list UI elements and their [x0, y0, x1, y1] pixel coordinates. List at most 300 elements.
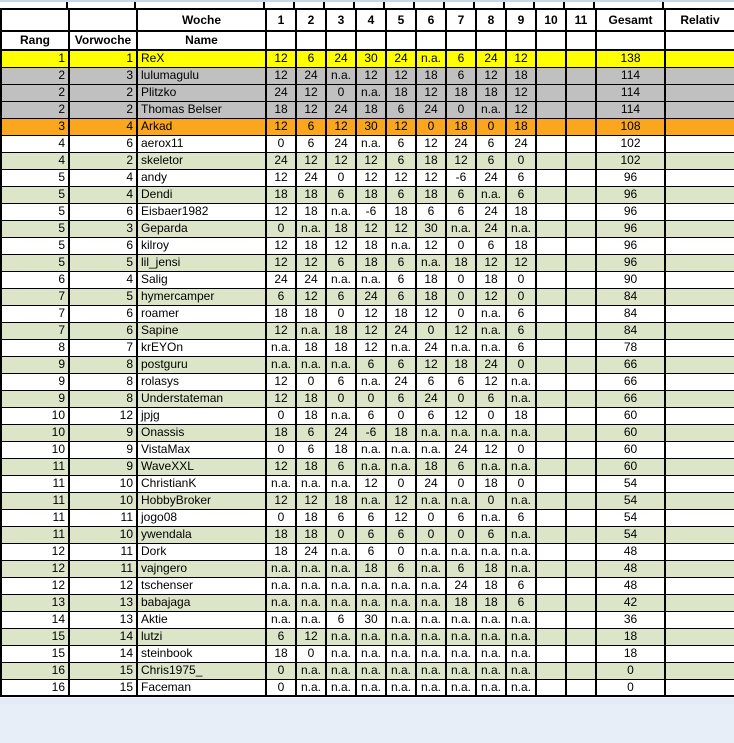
cell-name[interactable]: Dork — [137, 543, 266, 560]
cell-week-10[interactable] — [536, 458, 566, 475]
cell-vorwoche[interactable]: 8 — [69, 356, 137, 373]
cell-rang[interactable]: 2 — [1, 84, 69, 101]
cell-week-10[interactable] — [536, 101, 566, 118]
cell-relativ[interactable] — [665, 373, 734, 390]
cell-week-11[interactable] — [566, 271, 596, 288]
cell-name[interactable]: jogo08 — [137, 509, 266, 526]
cell-week-8[interactable]: 0 — [476, 407, 506, 424]
cell-name[interactable]: Sapine — [137, 322, 266, 339]
cell-week-7[interactable]: 6 — [446, 373, 476, 390]
cell-week-4[interactable]: n.a. — [356, 577, 386, 594]
cell-week-10[interactable] — [536, 560, 566, 577]
cell-week-2[interactable]: 12 — [296, 288, 326, 305]
cell-rang[interactable]: 2 — [1, 101, 69, 118]
cell-week-8[interactable]: n.a. — [476, 424, 506, 441]
cell-week-10[interactable] — [536, 407, 566, 424]
cell-vorwoche[interactable]: 13 — [69, 611, 137, 628]
cell-name[interactable]: Salig — [137, 271, 266, 288]
cell-rang[interactable]: 10 — [1, 441, 69, 458]
cell-week-1[interactable]: 6 — [266, 628, 296, 645]
cell-week-3[interactable]: 6 — [326, 186, 356, 203]
cell-week-4[interactable]: n.a. — [356, 492, 386, 509]
cell-relativ[interactable] — [665, 152, 734, 169]
cell-week-2[interactable]: 18 — [296, 407, 326, 424]
cell-vorwoche[interactable]: 10 — [69, 492, 137, 509]
cell-week-9[interactable]: n.a. — [506, 679, 536, 696]
cell-gesamt[interactable]: 78 — [596, 339, 665, 356]
col-header-vorwoche[interactable]: Vorwoche — [69, 31, 137, 50]
cell-week-5[interactable]: 6 — [386, 271, 416, 288]
cell-week-3[interactable]: 6 — [326, 373, 356, 390]
cell-week-8[interactable]: 24 — [476, 203, 506, 220]
cell-week-10[interactable] — [536, 441, 566, 458]
cell-week-10[interactable] — [536, 186, 566, 203]
cell-week-2[interactable]: 12 — [296, 254, 326, 271]
cell-week-9[interactable]: 6 — [506, 169, 536, 186]
cell-rang[interactable]: 11 — [1, 475, 69, 492]
cell-week-5[interactable]: n.a. — [386, 645, 416, 662]
cell-rang[interactable]: 7 — [1, 322, 69, 339]
cell-week-11[interactable] — [566, 322, 596, 339]
cell-week-3[interactable]: n.a. — [326, 645, 356, 662]
cell-week-2[interactable]: 6 — [296, 424, 326, 441]
cell-week-5[interactable]: 6 — [386, 356, 416, 373]
cell-vorwoche[interactable]: 7 — [69, 339, 137, 356]
cell-week-10[interactable] — [536, 509, 566, 526]
cell-week-10[interactable] — [536, 271, 566, 288]
cell-name[interactable]: lutzi — [137, 628, 266, 645]
cell-week-3[interactable]: 18 — [326, 220, 356, 237]
cell-relativ[interactable] — [665, 50, 734, 67]
cell-week-5[interactable]: 6 — [386, 254, 416, 271]
cell-gesamt[interactable]: 114 — [596, 101, 665, 118]
cell-vorwoche[interactable]: 10 — [69, 526, 137, 543]
cell-relativ[interactable] — [665, 101, 734, 118]
cell-gesamt[interactable]: 54 — [596, 492, 665, 509]
cell-week-6[interactable]: 18 — [416, 288, 446, 305]
cell-week-10[interactable] — [536, 577, 566, 594]
cell-week-1[interactable]: 0 — [266, 509, 296, 526]
cell-week-9[interactable]: n.a. — [506, 526, 536, 543]
cell-week-8[interactable]: 18 — [476, 577, 506, 594]
cell-week-1[interactable]: 18 — [266, 424, 296, 441]
cell-name[interactable]: steinbook — [137, 645, 266, 662]
col-header-week-9[interactable]: 9 — [506, 9, 536, 31]
cell-week-2[interactable]: 12 — [296, 84, 326, 101]
cell-rang[interactable]: 10 — [1, 424, 69, 441]
cell-rang[interactable]: 4 — [1, 135, 69, 152]
cell-week-10[interactable] — [536, 424, 566, 441]
cell-week-6[interactable]: 0 — [416, 509, 446, 526]
cell-name[interactable]: ywendala — [137, 526, 266, 543]
cell-week-4[interactable]: n.a. — [356, 679, 386, 696]
cell-rang[interactable]: 8 — [1, 339, 69, 356]
cell-gesamt[interactable]: 96 — [596, 203, 665, 220]
cell-week-3[interactable]: 18 — [326, 441, 356, 458]
cell-week-11[interactable] — [566, 152, 596, 169]
cell-week-1[interactable]: 0 — [266, 220, 296, 237]
cell-week-8[interactable]: n.a. — [476, 509, 506, 526]
cell-name[interactable]: Thomas Belser — [137, 101, 266, 118]
cell-week-4[interactable]: 12 — [356, 220, 386, 237]
cell-gesamt[interactable]: 114 — [596, 84, 665, 101]
cell-week-7[interactable]: 0 — [446, 475, 476, 492]
cell-week-4[interactable]: 18 — [356, 254, 386, 271]
cell-week-3[interactable]: n.a. — [326, 679, 356, 696]
cell-week-9[interactable]: 6 — [506, 594, 536, 611]
cell-week-7[interactable]: n.a. — [446, 679, 476, 696]
cell-name[interactable]: Arkad — [137, 118, 266, 135]
cell-rang[interactable]: 4 — [1, 152, 69, 169]
cell-week-9[interactable]: 6 — [506, 339, 536, 356]
cell-week-1[interactable]: 12 — [266, 237, 296, 254]
cell-week-10[interactable] — [536, 339, 566, 356]
cell-week-8[interactable]: 6 — [476, 237, 506, 254]
cell-week-4[interactable]: 30 — [356, 50, 386, 67]
cell-week-6[interactable]: 12 — [416, 84, 446, 101]
cell-week-6[interactable]: 18 — [416, 271, 446, 288]
cell-week-4[interactable]: n.a. — [356, 373, 386, 390]
cell-week-1[interactable]: 24 — [266, 84, 296, 101]
header-blank-week[interactable] — [266, 31, 296, 50]
cell-week-3[interactable]: 24 — [326, 135, 356, 152]
col-header-relativ[interactable]: Relativ — [665, 9, 734, 31]
cell-vorwoche[interactable]: 11 — [69, 560, 137, 577]
col-header-gesamt[interactable]: Gesamt — [596, 9, 665, 31]
cell-week-5[interactable]: 18 — [386, 424, 416, 441]
cell-gesamt[interactable]: 66 — [596, 373, 665, 390]
cell-week-7[interactable]: 24 — [446, 577, 476, 594]
cell-week-11[interactable] — [566, 118, 596, 135]
cell-week-1[interactable]: 24 — [266, 271, 296, 288]
cell-week-11[interactable] — [566, 254, 596, 271]
cell-week-2[interactable]: 0 — [296, 373, 326, 390]
cell-week-2[interactable]: 18 — [296, 339, 326, 356]
header-blank-week[interactable] — [476, 31, 506, 50]
cell-week-4[interactable]: n.a. — [356, 271, 386, 288]
cell-week-6[interactable]: n.a. — [416, 441, 446, 458]
cell-week-1[interactable]: 12 — [266, 373, 296, 390]
cell-week-5[interactable]: n.a. — [386, 577, 416, 594]
cell-week-1[interactable]: 18 — [266, 186, 296, 203]
cell-relativ[interactable] — [665, 594, 734, 611]
cell-relativ[interactable] — [665, 356, 734, 373]
cell-week-9[interactable]: 12 — [506, 254, 536, 271]
cell-week-7[interactable]: 12 — [446, 322, 476, 339]
cell-relativ[interactable] — [665, 662, 734, 679]
cell-rang[interactable]: 9 — [1, 390, 69, 407]
cell-vorwoche[interactable]: 13 — [69, 594, 137, 611]
cell-relativ[interactable] — [665, 135, 734, 152]
cell-week-3[interactable]: 6 — [326, 288, 356, 305]
cell-gesamt[interactable]: 66 — [596, 356, 665, 373]
cell-week-9[interactable]: n.a. — [506, 390, 536, 407]
cell-week-6[interactable]: 24 — [416, 390, 446, 407]
cell-gesamt[interactable]: 48 — [596, 560, 665, 577]
cell-week-11[interactable] — [566, 543, 596, 560]
cell-week-6[interactable]: n.a. — [416, 543, 446, 560]
cell-week-6[interactable]: 6 — [416, 407, 446, 424]
cell-week-7[interactable]: 12 — [446, 407, 476, 424]
cell-week-2[interactable]: 0 — [296, 645, 326, 662]
cell-week-8[interactable]: n.a. — [476, 101, 506, 118]
cell-week-2[interactable]: n.a. — [296, 594, 326, 611]
cell-vorwoche[interactable]: 4 — [69, 271, 137, 288]
cell-vorwoche[interactable]: 6 — [69, 237, 137, 254]
cell-week-1[interactable]: 0 — [266, 407, 296, 424]
cell-week-6[interactable]: n.a. — [416, 254, 446, 271]
col-header-woche[interactable]: Woche — [137, 9, 266, 31]
cell-week-8[interactable]: 12 — [476, 373, 506, 390]
cell-name[interactable]: tschenser — [137, 577, 266, 594]
cell-relativ[interactable] — [665, 526, 734, 543]
cell-week-5[interactable]: 24 — [386, 50, 416, 67]
cell-week-10[interactable] — [536, 628, 566, 645]
cell-week-4[interactable]: -6 — [356, 424, 386, 441]
cell-vorwoche[interactable]: 3 — [69, 67, 137, 84]
cell-week-4[interactable]: -6 — [356, 203, 386, 220]
cell-relativ[interactable] — [665, 220, 734, 237]
cell-week-7[interactable]: -6 — [446, 169, 476, 186]
cell-week-7[interactable]: 18 — [446, 594, 476, 611]
col-header-week-1[interactable]: 1 — [266, 9, 296, 31]
cell-week-11[interactable] — [566, 203, 596, 220]
cell-name[interactable]: Faceman — [137, 679, 266, 696]
cell-week-11[interactable] — [566, 526, 596, 543]
cell-week-5[interactable]: 24 — [386, 322, 416, 339]
cell-gesamt[interactable]: 54 — [596, 509, 665, 526]
cell-week-3[interactable]: n.a. — [326, 271, 356, 288]
cell-relativ[interactable] — [665, 118, 734, 135]
cell-week-5[interactable]: 12 — [386, 509, 416, 526]
cell-relativ[interactable] — [665, 509, 734, 526]
cell-week-2[interactable]: 24 — [296, 67, 326, 84]
cell-week-4[interactable]: 12 — [356, 475, 386, 492]
cell-week-3[interactable]: n.a. — [326, 594, 356, 611]
cell-gesamt[interactable]: 96 — [596, 169, 665, 186]
cell-gesamt[interactable]: 48 — [596, 543, 665, 560]
cell-week-11[interactable] — [566, 679, 596, 696]
cell-gesamt[interactable]: 60 — [596, 458, 665, 475]
cell-week-11[interactable] — [566, 169, 596, 186]
cell-relativ[interactable] — [665, 560, 734, 577]
cell-vorwoche[interactable]: 3 — [69, 220, 137, 237]
cell-rang[interactable]: 1 — [1, 50, 69, 67]
cell-gesamt[interactable]: 114 — [596, 67, 665, 84]
cell-rang[interactable]: 16 — [1, 679, 69, 696]
cell-week-11[interactable] — [566, 237, 596, 254]
cell-week-6[interactable]: n.a. — [416, 645, 446, 662]
cell-week-11[interactable] — [566, 84, 596, 101]
cell-week-7[interactable]: 6 — [446, 560, 476, 577]
cell-name[interactable]: aerox11 — [137, 135, 266, 152]
cell-week-3[interactable]: n.a. — [326, 577, 356, 594]
cell-week-9[interactable]: 6 — [506, 186, 536, 203]
cell-week-2[interactable]: 18 — [296, 237, 326, 254]
cell-week-7[interactable]: 6 — [446, 203, 476, 220]
cell-rang[interactable]: 15 — [1, 628, 69, 645]
cell-week-11[interactable] — [566, 611, 596, 628]
cell-week-4[interactable]: 6 — [356, 356, 386, 373]
cell-week-6[interactable]: 12 — [416, 305, 446, 322]
cell-week-9[interactable]: 18 — [506, 67, 536, 84]
cell-week-11[interactable] — [566, 390, 596, 407]
cell-relativ[interactable] — [665, 169, 734, 186]
cell-week-8[interactable]: 0 — [476, 118, 506, 135]
cell-week-4[interactable]: 12 — [356, 152, 386, 169]
cell-week-5[interactable]: 0 — [386, 475, 416, 492]
header-blank-week[interactable] — [506, 31, 536, 50]
cell-week-11[interactable] — [566, 492, 596, 509]
cell-rang[interactable]: 14 — [1, 611, 69, 628]
cell-week-4[interactable]: 12 — [356, 305, 386, 322]
cell-week-4[interactable]: 12 — [356, 67, 386, 84]
cell-name[interactable]: Aktie — [137, 611, 266, 628]
cell-week-9[interactable]: 18 — [506, 203, 536, 220]
cell-vorwoche[interactable]: 1 — [69, 50, 137, 67]
cell-week-2[interactable]: 6 — [296, 135, 326, 152]
cell-week-9[interactable]: 12 — [506, 84, 536, 101]
cell-week-2[interactable]: n.a. — [296, 577, 326, 594]
cell-week-6[interactable]: 0 — [416, 322, 446, 339]
cell-week-9[interactable]: n.a. — [506, 560, 536, 577]
cell-gesamt[interactable]: 54 — [596, 475, 665, 492]
cell-week-10[interactable] — [536, 594, 566, 611]
cell-gesamt[interactable]: 84 — [596, 305, 665, 322]
cell-week-5[interactable]: 24 — [386, 373, 416, 390]
cell-week-11[interactable] — [566, 373, 596, 390]
cell-week-7[interactable]: 0 — [446, 390, 476, 407]
col-header-week-7[interactable]: 7 — [446, 9, 476, 31]
cell-relativ[interactable] — [665, 67, 734, 84]
cell-week-9[interactable]: n.a. — [506, 543, 536, 560]
cell-week-4[interactable]: 6 — [356, 543, 386, 560]
cell-week-6[interactable]: n.a. — [416, 628, 446, 645]
cell-week-5[interactable]: 12 — [386, 169, 416, 186]
cell-gesamt[interactable]: 18 — [596, 628, 665, 645]
cell-name[interactable]: Eisbaer1982 — [137, 203, 266, 220]
cell-week-2[interactable]: n.a. — [296, 679, 326, 696]
cell-week-9[interactable]: n.a. — [506, 458, 536, 475]
cell-rang[interactable]: 16 — [1, 662, 69, 679]
cell-week-1[interactable]: n.a. — [266, 475, 296, 492]
header-blank-week[interactable] — [446, 31, 476, 50]
cell-relativ[interactable] — [665, 305, 734, 322]
cell-week-6[interactable]: n.a. — [416, 577, 446, 594]
cell-week-10[interactable] — [536, 152, 566, 169]
cell-week-8[interactable]: n.a. — [476, 339, 506, 356]
col-header-week-4[interactable]: 4 — [356, 9, 386, 31]
cell-week-2[interactable]: n.a. — [296, 475, 326, 492]
cell-week-6[interactable]: n.a. — [416, 50, 446, 67]
cell-week-10[interactable] — [536, 662, 566, 679]
cell-vorwoche[interactable]: 11 — [69, 509, 137, 526]
col-header-week-8[interactable]: 8 — [476, 9, 506, 31]
cell-relativ[interactable] — [665, 679, 734, 696]
cell-week-1[interactable]: 0 — [266, 662, 296, 679]
col-header-week-5[interactable]: 5 — [386, 9, 416, 31]
cell-week-8[interactable]: n.a. — [476, 662, 506, 679]
cell-name[interactable]: VistaMax — [137, 441, 266, 458]
cell-week-3[interactable]: n.a. — [326, 67, 356, 84]
cell-week-9[interactable]: 18 — [506, 118, 536, 135]
cell-name[interactable]: Chris1975_ — [137, 662, 266, 679]
cell-week-8[interactable]: 18 — [476, 475, 506, 492]
col-header-week-10[interactable]: 10 — [536, 9, 566, 31]
cell-week-11[interactable] — [566, 645, 596, 662]
cell-week-11[interactable] — [566, 407, 596, 424]
header-blank-week[interactable] — [326, 31, 356, 50]
cell-week-10[interactable] — [536, 84, 566, 101]
header-blank-week[interactable] — [356, 31, 386, 50]
cell-week-10[interactable] — [536, 526, 566, 543]
col-header-week-2[interactable]: 2 — [296, 9, 326, 31]
cell-week-1[interactable]: 18 — [266, 526, 296, 543]
cell-week-9[interactable]: 0 — [506, 271, 536, 288]
cell-relativ[interactable] — [665, 254, 734, 271]
cell-week-3[interactable]: n.a. — [326, 628, 356, 645]
cell-week-5[interactable]: n.a. — [386, 441, 416, 458]
cell-week-7[interactable]: 6 — [446, 50, 476, 67]
cell-name[interactable]: HobbyBroker — [137, 492, 266, 509]
cell-week-11[interactable] — [566, 441, 596, 458]
cell-name[interactable]: rolasys — [137, 373, 266, 390]
cell-relativ[interactable] — [665, 543, 734, 560]
cell-name[interactable]: lulumagulu — [137, 67, 266, 84]
cell-gesamt[interactable]: 102 — [596, 152, 665, 169]
cell-week-8[interactable]: 6 — [476, 135, 506, 152]
cell-week-6[interactable]: n.a. — [416, 679, 446, 696]
cell-relativ[interactable] — [665, 390, 734, 407]
cell-week-6[interactable]: 6 — [416, 373, 446, 390]
cell-week-11[interactable] — [566, 458, 596, 475]
cell-vorwoche[interactable]: 2 — [69, 84, 137, 101]
cell-week-8[interactable]: n.a. — [476, 186, 506, 203]
cell-week-2[interactable]: n.a. — [296, 611, 326, 628]
cell-gesamt[interactable]: 66 — [596, 390, 665, 407]
cell-vorwoche[interactable]: 2 — [69, 101, 137, 118]
cell-week-3[interactable]: 6 — [326, 458, 356, 475]
cell-rang[interactable]: 2 — [1, 67, 69, 84]
cell-week-5[interactable]: n.a. — [386, 594, 416, 611]
cell-week-9[interactable]: 6 — [506, 322, 536, 339]
cell-week-8[interactable]: 12 — [476, 288, 506, 305]
cell-week-9[interactable]: n.a. — [506, 220, 536, 237]
cell-week-8[interactable]: 24 — [476, 356, 506, 373]
cell-vorwoche[interactable]: 12 — [69, 577, 137, 594]
cell-week-3[interactable]: 0 — [326, 84, 356, 101]
cell-vorwoche[interactable]: 14 — [69, 645, 137, 662]
cell-week-6[interactable]: 12 — [416, 356, 446, 373]
cell-week-1[interactable]: 0 — [266, 441, 296, 458]
cell-week-8[interactable]: 18 — [476, 84, 506, 101]
cell-week-1[interactable]: n.a. — [266, 577, 296, 594]
cell-relativ[interactable] — [665, 288, 734, 305]
cell-week-11[interactable] — [566, 577, 596, 594]
cell-week-9[interactable]: n.a. — [506, 645, 536, 662]
cell-vorwoche[interactable]: 9 — [69, 424, 137, 441]
cell-week-5[interactable]: n.a. — [386, 458, 416, 475]
cell-relativ[interactable] — [665, 424, 734, 441]
cell-week-5[interactable]: 18 — [386, 305, 416, 322]
cell-rang[interactable]: 5 — [1, 203, 69, 220]
cell-week-2[interactable]: 24 — [296, 271, 326, 288]
cell-week-11[interactable] — [566, 220, 596, 237]
cell-week-10[interactable] — [536, 611, 566, 628]
cell-week-7[interactable]: n.a. — [446, 645, 476, 662]
cell-week-5[interactable]: 6 — [386, 526, 416, 543]
cell-week-7[interactable]: 6 — [446, 67, 476, 84]
